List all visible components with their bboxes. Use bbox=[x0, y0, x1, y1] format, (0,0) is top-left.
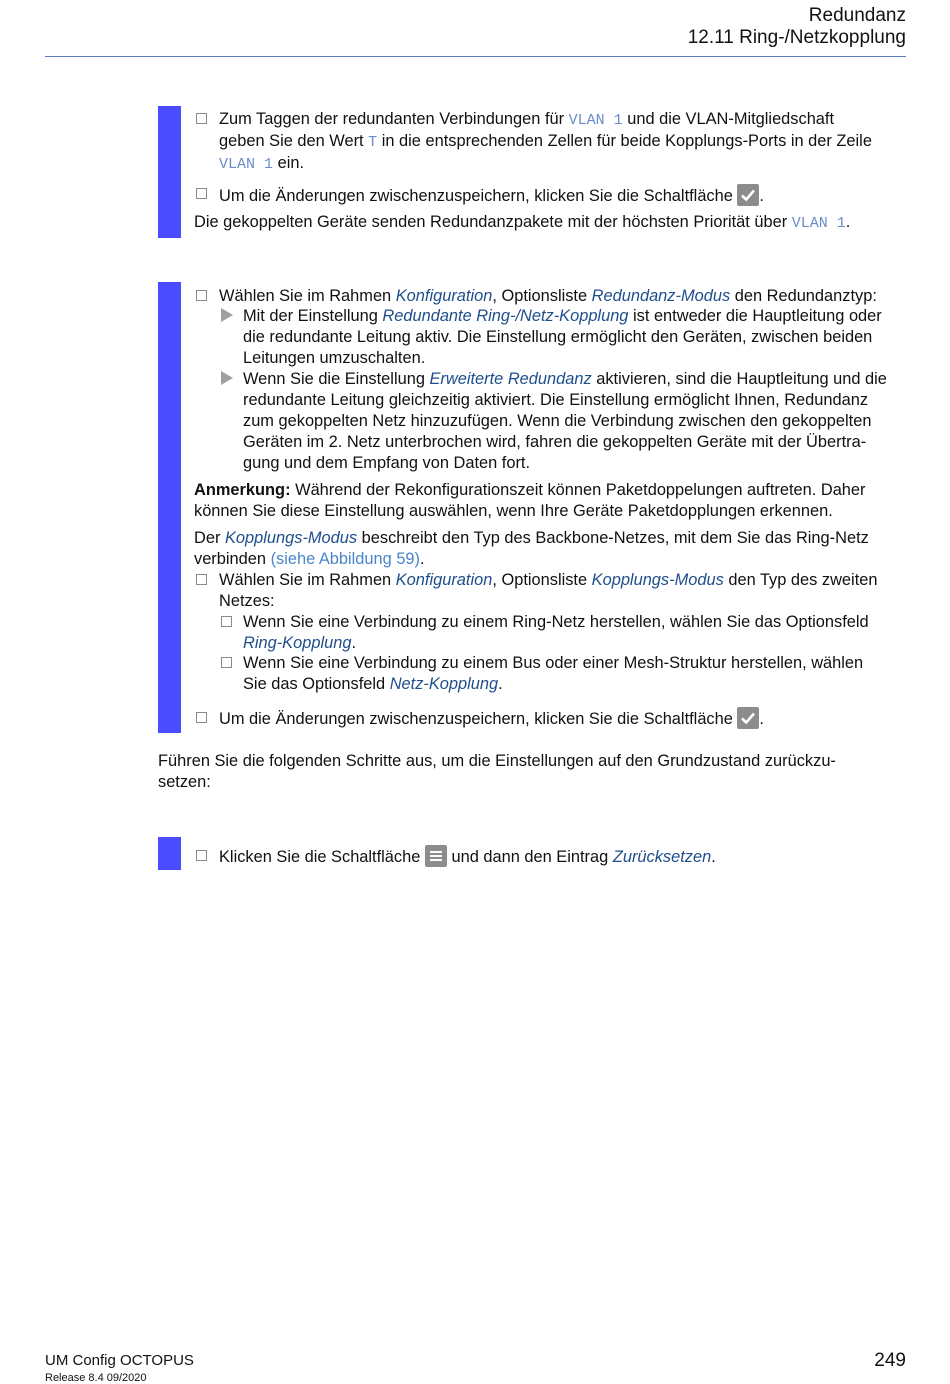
step-checkbox bbox=[196, 188, 207, 199]
block1-step1: Zum Taggen der redundanten Verbindungen für VLAN 1 und die VLAN-Mitgliedschaft geben Sie den Wert T in die entsprechenden Zellen für beide Kopplungs-Ports in der Zeile VLAN 1 ein. bbox=[219, 110, 872, 173]
block2-step1: Wählen Sie im Rahmen Konfiguration, Optionsliste Redundanz-Modus den Redundanztyp: bbox=[219, 287, 877, 305]
header-divider bbox=[45, 56, 906, 57]
block1-step2: Um die Änderungen zwischenzuspeichern, klicken Sie die Schaltfläche . bbox=[219, 184, 764, 207]
save-button-icon bbox=[737, 707, 759, 729]
block2-substep2: Wenn Sie eine Verbindung zu einem Bus oder einer Mesh-Struktur herstellen, wählen Sie das Optionsfeld Netz-Kopplung. bbox=[243, 654, 864, 693]
option-bullet-icon bbox=[221, 371, 233, 385]
block2-step2: Wählen Sie im Rahmen Konfiguration, Optionsliste Kopplungs-Modus den Typ des zweiten Netzes: bbox=[219, 571, 878, 610]
option-bullet-icon bbox=[221, 308, 233, 322]
header-section: 12.11 Ring-/Netzkopplung bbox=[687, 27, 906, 48]
header-chapter: Redundanz bbox=[808, 5, 906, 26]
footer-manual-title: UM Config OCTOPUS bbox=[45, 1352, 194, 1369]
running-header bbox=[688, 5, 906, 49]
block3-step: Klicken Sie die Schaltfläche und dann den Eintrag Zurücksetzen. bbox=[219, 845, 716, 868]
block2-option1: Mit der Einstellung Redundante Ring-/Netz-Kopplung ist entweder die Hauptleitung oder die redundante Leitung aktiv. Die Einstellung ermöglicht den Geräten, zwischen beiden Leitungen umzuschalten. bbox=[243, 307, 882, 367]
note: Anmerkung: Während der Rekonfigurationszeit können Paketdoppelungen auftreten. Daher können Sie diese Einstellung auswählen, wenn Ihre Geräte Paketdopplungen erkennen. bbox=[194, 481, 866, 520]
block2-substep1: Wenn Sie eine Verbindung zu einem Ring-Netz herstellen, wählen Sie das Optionsfeld Ring-Kopplung. bbox=[243, 613, 869, 652]
coupling-mode-description: Der Kopplungs-Modus beschreibt den Typ des Backbone-Netzes, mit dem Sie das Ring-Netz verbinden (siehe Abbildung 59). bbox=[194, 529, 869, 568]
substep-checkbox bbox=[221, 616, 232, 627]
footer-release: Release 8.4 09/2020 bbox=[45, 1372, 147, 1384]
save-button-icon bbox=[737, 184, 759, 206]
page-number: 249 bbox=[874, 1350, 906, 1371]
block2-option2: Wenn Sie die Einstellung Erweiterte Redundanz aktivieren, sind die Hauptleitung und die redundante Leitung gleichzeitig aktiviert. Die Einstellung ermöglicht Ihnen, Redundanz zum gekoppelten Netz hinzuzufügen. Wenn die Verbindung zwischen den gekoppelten Geräten im 2. Netz unterbrochen wird, fahren die gekoppelten Geräte mit der Übertra- gung und dem Empfang von Daten fort. bbox=[243, 370, 887, 472]
step-checkbox bbox=[196, 850, 207, 861]
procedure-marker-bar bbox=[158, 282, 181, 733]
step-checkbox bbox=[196, 113, 207, 124]
step-checkbox bbox=[196, 290, 207, 301]
substep-checkbox bbox=[221, 657, 232, 668]
procedure-marker-bar bbox=[158, 837, 181, 870]
procedure-marker-bar bbox=[158, 106, 181, 238]
note-label: Anmerkung: bbox=[194, 481, 291, 499]
block2-step3: Um die Änderungen zwischenzuspeichern, klicken Sie die Schaltfläche . bbox=[219, 707, 764, 730]
menu-button-icon bbox=[425, 845, 447, 867]
reset-intro: Führen Sie die folgenden Schritte aus, um die Einstellungen auf den Grundzustand zurückzu- setzen: bbox=[158, 752, 836, 791]
figure-reference-link[interactable]: (siehe Abbildung 59) bbox=[270, 550, 421, 568]
block1-result: Die gekoppelten Geräte senden Redundanzpakete mit der höchsten Priorität über VLAN 1. bbox=[194, 213, 851, 232]
step-checkbox bbox=[196, 712, 207, 723]
step-checkbox bbox=[196, 574, 207, 585]
